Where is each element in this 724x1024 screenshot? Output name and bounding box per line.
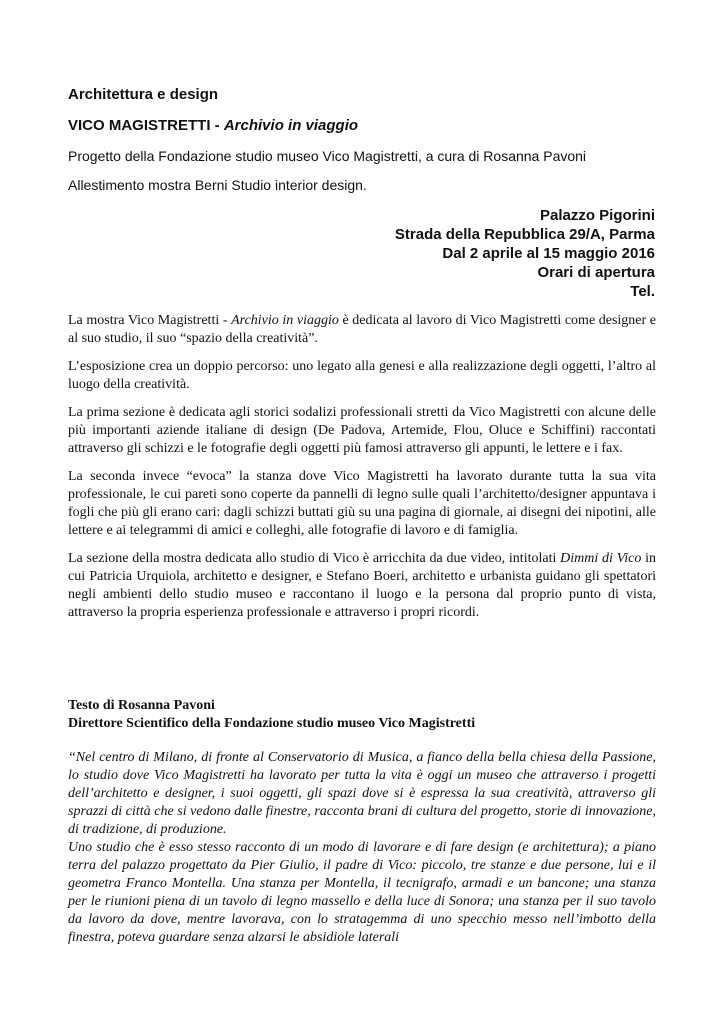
quote-paragraph-1: “Nel centro di Milano, di fronte al Conservatorio di Musica, a fianco della bella chiesa della Passione, lo studio dove Vico Magistretti ha lavorato per tutta la vita è oggi un museo che attraverso i progetti dell’architetto e designer, i suoi oggetti, gli spazi dove si è espressa la sua creatività, attraverso gli sprazzi di città che si vedono dalle finestre, racconta brani di cultura del progetto, storie di innovazione, di tradizione, di produzione.: [68, 750, 656, 837]
section-heading: Architettura e design: [68, 86, 219, 103]
author-block: [68, 697, 475, 733]
paragraph-route: L’esposizione crea un doppio percorso: uno legato alla genesi e alla realizzazione degli oggetti, l’altro al luogo della creatività.: [68, 359, 656, 392]
setup-credit: Allestimento mostra Berni Studio interior design.: [68, 177, 367, 193]
intro-text-b: è dedicata al lavoro di Vico Magistretti come designer e al suo studio, il suo “spazio della creatività”.: [68, 313, 656, 346]
paragraph-intro: [68, 312, 656, 348]
intro-title-italic: Archivio in viaggio: [231, 313, 339, 328]
paragraph-videos: [68, 550, 656, 622]
venue-name: Palazzo Pigorini: [539, 207, 655, 224]
videos-text-a: La sezione della mostra dedicata allo studio di Vico è arricchita da due video, intitolati: [68, 551, 561, 566]
body-text: [68, 312, 656, 632]
venue-address: Strada della Repubblica 29/A, Parma: [394, 226, 655, 243]
venue-dates: Dal 2 aprile al 15 maggio 2016: [442, 245, 655, 262]
intro-text-a: La mostra Vico Magistretti -: [68, 313, 232, 328]
venue-hours: Orari di apertura: [537, 264, 655, 281]
quote-block: [68, 749, 656, 947]
exhibition-title: [68, 117, 358, 134]
venue-tel: Tel.: [630, 283, 655, 300]
author-role: Direttore Scientifico della Fondazione studio museo Vico Magistretti: [68, 716, 476, 731]
quote-paragraph-2: Uno studio che è esso stesso racconto di un modo di lavorare e di fare design (e architettura); a piano terra del palazzo progettato da Pier Giulio, il padre di Vico: piccolo, tre stanze e due persone, lui e il geometra Franco Montella. Una stanza per Montella, il tecnigrafo, armadi e un bancone; una stanza per le riunioni piena di un tavolo di legno massello e della luce di Sonora; una stanza per il suo tavolo da lavoro da dove, mentre lavorava, con lo stratagemma di uno specchio messo nell’imbotto della finestra, poteva guardare senza alzarsi le absidiole laterali: [68, 840, 656, 945]
title-italic: Archivio in viaggio: [223, 117, 359, 134]
videos-title-italic: Dimmi di Vico: [560, 551, 642, 566]
project-credit: Progetto della Fondazione studio museo Vico Magistretti, a cura di Rosanna Pavoni: [68, 148, 587, 164]
venue-block: [395, 206, 655, 301]
paragraph-first-section: La prima sezione è dedicata agli storici sodalizi professionali stretti da Vico Magistretti con alcune delle più importanti aziende italiane di design (De Padova, Artemide, Flou, Oluce e Schiffini) raccontati attraverso gli schizzi e le fotografie degli oggetti più famosi attraverso gli appunti, le lettere e i fax.: [68, 405, 656, 456]
author-name: Testo di Rosanna Pavoni: [68, 698, 215, 713]
title-main: VICO MAGISTRETTI -: [68, 117, 224, 134]
paragraph-second-section: La seconda invece “evoca” la stanza dove Vico Magistretti ha lavorato durante tutta la sua vita professionale, le cui pareti sono coperte da pannelli di legno sulle quali l’architetto/designer appuntava i fogli che più gli erano cari: dagli schizzi buttati giù su una pagina di giornale, ai disegni dei nipotini, alle lettere e ai telegrammi di amici e colleghi, alle fotografie di lavoro e di famiglia.: [68, 469, 656, 538]
videos-text-b: in cui Patricia Urquiola, architetto e designer, e Stefano Boeri, architetto e urbanista guidano gli spettatori negli ambienti dello studio museo e raccontano il luogo e la persona dal proprio punto di vista, attraverso la propria esperienza professionale e attraverso i propri ricordi.: [68, 551, 656, 620]
